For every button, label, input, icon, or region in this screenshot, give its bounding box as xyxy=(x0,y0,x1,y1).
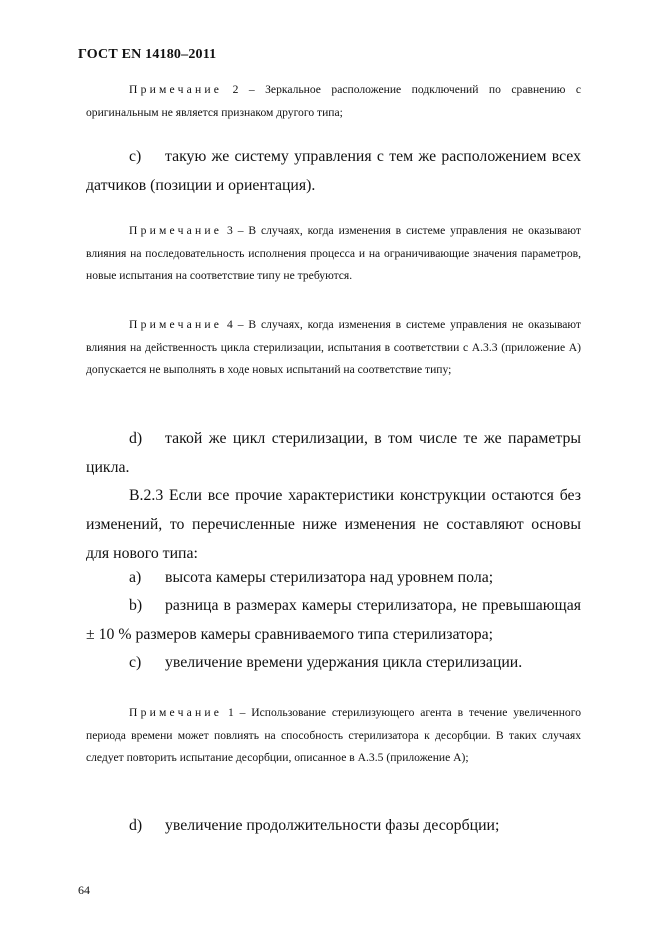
note-2 xyxy=(86,79,581,124)
list-item-text: такой же цикл стерилизации, в том числе те же параметры цикла. xyxy=(86,430,581,476)
list-marker: d) xyxy=(129,430,143,447)
list-marker: d) xyxy=(129,817,143,834)
note-label: Примечание xyxy=(129,318,223,331)
document-header: ГОСТ EN 14180–2011 xyxy=(78,47,217,62)
list-item-text: высота камеры стерилизатора над уровнем пола; xyxy=(165,569,494,586)
note-label: Примечание xyxy=(129,224,223,237)
note-text: 4 – В случаях, когда изменения в системе управления не оказывают влияния на действенность цикла стерилизации, испытания в соответствии с А.3.3 (приложение А) допускается не выполнять в ходе новых испытаний на соответствие типу; xyxy=(86,318,581,376)
note-1 xyxy=(86,702,581,770)
list-marker: a) xyxy=(129,569,142,586)
list-item-d-cycle xyxy=(86,424,581,482)
list-item-text: такую же систему управления с тем же расположением всех датчиков (позиции и ориентация). xyxy=(86,148,581,194)
list-item-text: увеличение времени удержания цикла стерилизации. xyxy=(165,654,523,671)
list-marker: b) xyxy=(129,597,143,614)
page-number: 64 xyxy=(78,883,90,897)
note-label: Примечание xyxy=(129,706,223,719)
note-text: 3 – В случаях, когда изменения в системе управления не оказывают влияния на последовательность исполнения процесса и на ограничивающие значения параметров, новые испытания на соответствие типу не требуются. xyxy=(86,224,581,282)
note-label: Примечание xyxy=(129,83,223,96)
note-text: 1 – Использование стерилизующего агента в течение увеличенного периода времени может повлиять на способность стерилизатора к десорбции. В таких случаях следует повторить испытание десорбции, описанное в А.3.5 (приложение А); xyxy=(86,706,581,764)
section-b-2-3: В.2.3 Если все прочие характеристики конструкции остаются без изменений, то перечисленные ниже изменения не составляют основы для нового типа: xyxy=(86,487,581,562)
list-item-a-height xyxy=(86,563,581,592)
list-item-text: увеличение продолжительности фазы десорбции; xyxy=(165,817,500,834)
list-item-c-holding-time xyxy=(86,648,581,677)
list-item-b-dimensions xyxy=(86,591,581,649)
note-text: 2 – Зеркальное расположение подключений по сравнению с оригинальным не является признаком другого типа; xyxy=(86,83,581,119)
note-4 xyxy=(86,314,581,382)
list-item-c-control-system xyxy=(86,142,581,200)
list-item-text: разница в размерах камеры стерилизатора, не превышающая ± 10 % размеров камеры сравниваемого типа стерилизатора; xyxy=(86,597,581,643)
list-marker: c) xyxy=(129,654,142,671)
list-item-d-desorption xyxy=(86,811,581,840)
note-3 xyxy=(86,220,581,288)
list-marker: c) xyxy=(129,148,142,165)
